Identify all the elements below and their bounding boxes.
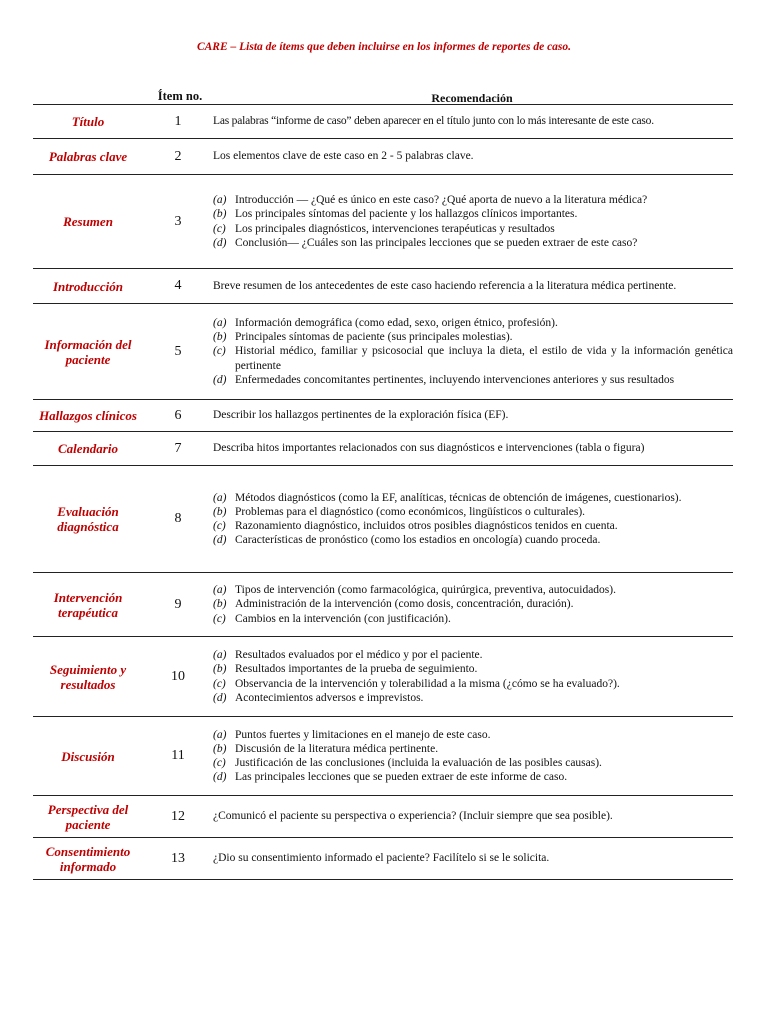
list-item: [213, 316, 733, 330]
list-item: [213, 583, 733, 597]
list-item: [213, 330, 733, 344]
list-text: Historial médico, familiar y psicosocial que incluya la dieta, el estilo de vida y la información genética pertinente: [235, 345, 733, 372]
list-item: [213, 193, 733, 207]
table-row: [33, 466, 733, 573]
section-name: Introducción: [52, 278, 124, 294]
list-item: [213, 770, 733, 784]
recommendation-line: Describa hitos importantes relacionados con sus diagnósticos e intervenciones (tabla o figura): [213, 442, 645, 455]
list-text: Introducción — ¿Qué es único en este caso? ¿Qué aporta de nuevo a la literatura médica?: [235, 194, 648, 207]
list-label: (a): [213, 491, 227, 504]
recommendation-text: [213, 400, 733, 432]
list-text: Acontecimientos adversos e imprevistos.: [235, 691, 424, 704]
list-label: (a): [213, 316, 227, 329]
list-label: (d): [213, 691, 227, 704]
list-text: Las principales lecciones que se pueden extraer de este informe de caso.: [235, 771, 568, 784]
table-row: [33, 105, 733, 139]
list-text: Características de pronóstico (como los estadios en oncología) cuando proceda.: [235, 534, 601, 547]
list-item: [213, 222, 733, 236]
section-name: Discusión: [61, 748, 115, 764]
section-name: Intervención terapéutica: [53, 589, 123, 620]
recommendation-line: Describir los hallazgos pertinentes de la exploración física (EF).: [213, 409, 509, 422]
list-item: [213, 648, 733, 662]
recommendation-text: [213, 105, 733, 139]
item-number: 4: [174, 278, 182, 293]
list-text: Conclusión— ¿Cuáles son las principales lecciones que se pueden extraer de este caso?: [235, 236, 638, 249]
list-text: Discusión de la literatura médica pertinente.: [235, 742, 439, 755]
item-number: 13: [171, 850, 185, 866]
table-row: [33, 175, 733, 269]
list-label: (a): [213, 728, 227, 741]
recommendation-list: [213, 304, 733, 400]
item-number: 12: [171, 808, 185, 824]
list-label: (c): [213, 612, 226, 625]
list-text: Los principales síntomas del paciente y los hallazgos clínicos importantes.: [235, 208, 578, 221]
list-text: Enfermedades concomitantes pertinentes, incluyendo intervenciones anteriores y sus resultados: [235, 373, 675, 386]
list-label: (b): [213, 663, 227, 676]
list-text: Puntos fuertes y limitaciones en el manejo de este caso.: [235, 728, 491, 741]
item-number: 5: [174, 343, 182, 359]
table-row: [33, 717, 733, 796]
list-text: Los principales diagnósticos, intervenciones terapéuticas y resultados: [235, 222, 555, 235]
list-item: [213, 677, 733, 691]
recommendation-line: Breve resumen de los antecedentes de este caso haciendo referencia a la literatura médica pertinente.: [213, 279, 677, 292]
recommendation-list: [213, 717, 733, 796]
list-text: Cambios en la intervención (con justificación).: [235, 612, 451, 625]
list-label: (a): [213, 649, 227, 662]
list-item: [213, 691, 733, 705]
list-item: [213, 756, 733, 770]
section-name: Título: [71, 114, 105, 129]
section-name: Información del paciente: [44, 336, 132, 367]
recommendation-text: [213, 139, 733, 175]
recommendation-text: [213, 432, 733, 466]
list-label: (c): [213, 757, 226, 769]
column-header-recommendation: Recomendación: [431, 91, 513, 105]
list-label: (c): [213, 345, 226, 358]
list-item: [213, 728, 733, 742]
recommendation-line: ¿Comunicó el paciente su perspectiva o experiencia? (Incluir siempre que sea posible).: [213, 810, 613, 823]
item-number: 11: [171, 748, 185, 763]
recommendation-text: [213, 796, 733, 838]
list-text: Observancia de la intervención y tolerabilidad a la misma (¿cómo se ha evaluado?).: [235, 677, 620, 690]
item-number: 6: [174, 407, 182, 423]
table-row: [33, 304, 733, 400]
table-row: [33, 796, 733, 838]
list-label: (c): [213, 677, 226, 690]
table-row: [33, 139, 733, 175]
list-item: [213, 207, 733, 221]
list-item: [213, 344, 733, 372]
list-item: [213, 491, 733, 505]
item-number: 1: [174, 113, 182, 129]
list-text: Justificación de las conclusiones (incluida la evaluación de las posibles causas).: [235, 757, 602, 769]
list-text: Problemas para el diagnóstico (como económicos, lingüísticos o culturales).: [235, 505, 586, 518]
section-name: Palabras clave: [48, 149, 128, 164]
section-name: Evaluación diagnóstica: [57, 504, 119, 534]
list-label: (d): [213, 771, 227, 784]
section-name: Resumen: [63, 214, 113, 229]
list-label: (a): [213, 584, 227, 597]
list-label: (b): [213, 331, 227, 344]
item-number: 10: [171, 668, 185, 684]
list-label: (c): [213, 520, 226, 532]
list-label: (d): [213, 236, 227, 249]
item-number: 3: [174, 213, 182, 229]
document-title: CARE – Lista de ítems que deben incluirse en los informes de reportes de caso.: [196, 41, 572, 53]
item-number: 9: [174, 596, 182, 612]
table-row: [33, 269, 733, 304]
item-number: 8: [174, 511, 182, 526]
section-name: Perspectiva del paciente: [47, 801, 129, 832]
list-text: Métodos diagnósticos (como la EF, analíticas, técnicas de obtención de imágenes, cuestionarios).: [235, 491, 682, 504]
table-row: [33, 432, 733, 466]
recommendation-line: ¿Dio su consentimiento informado el paciente? Facilítelo si se le solicita.: [213, 852, 550, 865]
recommendation-line: Las palabras “informe de caso” deben aparecer en el título junto con lo más interesante de este caso.: [213, 115, 654, 128]
list-label: (d): [213, 373, 227, 386]
list-item: [213, 505, 733, 519]
list-item: [213, 597, 733, 611]
item-number: 2: [174, 148, 182, 164]
list-label: (b): [213, 598, 227, 611]
recommendation-list: [213, 637, 733, 717]
recommendation-list: [213, 175, 733, 269]
recommendation-line: Los elementos clave de este caso en 2 - 5 palabras clave.: [213, 150, 474, 163]
list-text: Información demográfica (como edad, sexo, origen étnico, profesión).: [235, 316, 558, 329]
list-text: Principales síntomas de paciente (sus principales molestias).: [235, 331, 513, 344]
list-text: Resultados evaluados por el médico y por el paciente.: [235, 649, 483, 662]
list-item: [213, 373, 733, 387]
list-item: [213, 742, 733, 756]
list-label: (c): [213, 222, 226, 235]
table-row: [33, 400, 733, 432]
list-label: (b): [213, 208, 227, 221]
list-text: Resultados importantes de la prueba de seguimiento.: [235, 663, 478, 676]
list-text: Administración de la intervención (como dosis, concentración, duración).: [235, 598, 574, 611]
table-row: [33, 573, 733, 637]
list-item: [213, 519, 733, 533]
list-label: (d): [213, 534, 227, 547]
column-header-item-no: Ítem no.: [157, 89, 203, 103]
table-row: [33, 838, 733, 880]
list-label: (b): [213, 742, 227, 755]
recommendation-text: [213, 838, 733, 880]
recommendation-list: [213, 466, 733, 573]
recommendation-text: [213, 269, 733, 304]
section-name: Calendario: [58, 441, 118, 456]
section-name: Consentimiento informado: [45, 843, 131, 874]
list-item: [213, 662, 733, 676]
care-checklist-table: [33, 104, 733, 880]
table-row: [33, 637, 733, 717]
item-number: 7: [174, 440, 182, 456]
list-text: Tipos de intervención (como farmacológica, quirúrgica, preventiva, autocuidados).: [235, 584, 616, 597]
section-name: Seguimiento y resultados: [49, 661, 127, 692]
list-item: [213, 612, 733, 626]
list-text: Razonamiento diagnóstico, incluidos otros posibles diagnósticos tenidos en cuenta.: [235, 520, 618, 532]
list-label: (b): [213, 505, 227, 518]
list-item: [213, 533, 733, 547]
recommendation-list: [213, 573, 733, 637]
list-item: [213, 236, 733, 250]
section-name: Hallazgos clínicos: [39, 408, 137, 423]
list-label: (a): [213, 194, 227, 207]
